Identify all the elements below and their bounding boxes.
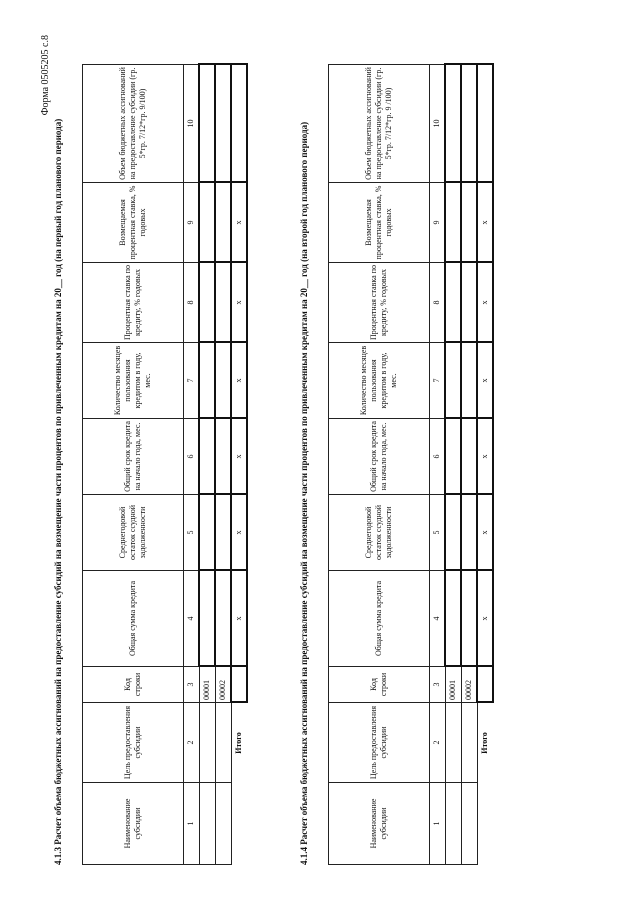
- empty-cell: [477, 667, 493, 703]
- empty-cell: [215, 703, 231, 783]
- column-number-2: 2: [430, 703, 446, 783]
- header-cell-5: Среднегодовой остаток ссудной задолженности: [329, 495, 430, 571]
- empty-cell: [231, 783, 247, 865]
- empty-cell: [215, 571, 231, 667]
- column-number-4: 4: [430, 571, 446, 667]
- table-row: [199, 65, 215, 865]
- row-code: 00002: [461, 667, 477, 703]
- header-cell-1: Наименование субсидии: [329, 783, 430, 865]
- total-mark: x: [231, 183, 247, 263]
- empty-cell: [199, 343, 215, 419]
- table-row: [215, 65, 231, 865]
- column-number-8: 8: [430, 263, 446, 343]
- empty-cell: [215, 419, 231, 495]
- header-cell-8: Процентная ставка по кредиту, % годовых: [329, 263, 430, 343]
- header-cell-4: Общая сумма кредита: [83, 571, 184, 667]
- total-mark: x: [477, 571, 493, 667]
- empty-cell: [477, 783, 493, 865]
- column-number-10: 10: [430, 65, 446, 183]
- column-number-row: [184, 65, 200, 865]
- empty-cell: [215, 183, 231, 263]
- column-number-3: 3: [430, 667, 446, 703]
- header-cell-9: Возмещаемая процентная ставка, % годовых: [329, 183, 430, 263]
- column-number-6: 6: [430, 419, 446, 495]
- empty-cell: [445, 183, 461, 263]
- table-4-1-3: [82, 64, 248, 866]
- landscape-content: [40, 35, 600, 865]
- total-row: [231, 65, 247, 865]
- empty-cell: [199, 419, 215, 495]
- empty-cell: [445, 65, 461, 183]
- column-number-row: [430, 65, 446, 865]
- header-row: [83, 65, 184, 865]
- header-cell-7: Количество месяцев пользования кредитом в году, мес.: [329, 343, 430, 419]
- empty-cell: [215, 495, 231, 571]
- empty-cell: [199, 495, 215, 571]
- empty-cell: [445, 703, 461, 783]
- header-cell-6: Общий срок кредита на начало года, мес.: [83, 419, 184, 495]
- header-cell-1: Наименование субсидии: [83, 783, 184, 865]
- empty-cell: [445, 263, 461, 343]
- total-mark: x: [231, 571, 247, 667]
- header-cell-3: Код строки: [329, 667, 430, 703]
- column-number-7: 7: [430, 343, 446, 419]
- empty-cell: [199, 263, 215, 343]
- empty-cell: [445, 571, 461, 667]
- column-number-2: 2: [184, 703, 200, 783]
- empty-cell: [477, 65, 493, 183]
- header-cell-2: Цель предоставления субсидии: [83, 703, 184, 783]
- header-cell-7: Количество месяцев пользования кредитом в году, мес.: [83, 343, 184, 419]
- header-cell-10: Объем бюджетных ассигнований на предоставление субсидии (гр. 5*гр. 7/12*гр. 9 /100): [329, 65, 430, 183]
- column-number-5: 5: [430, 495, 446, 571]
- header-cell-9: Возмещаемая процентная ставка, % годовых: [83, 183, 184, 263]
- row-code: 00001: [199, 667, 215, 703]
- empty-cell: [461, 571, 477, 667]
- empty-cell: [215, 263, 231, 343]
- total-mark: x: [477, 343, 493, 419]
- total-mark: x: [231, 419, 247, 495]
- total-mark: x: [231, 343, 247, 419]
- total-mark: x: [231, 495, 247, 571]
- empty-cell: [215, 65, 231, 183]
- empty-cell: [215, 343, 231, 419]
- empty-cell: [199, 783, 215, 865]
- form-code: Форма 0505205 с.8: [40, 35, 51, 116]
- empty-cell: [445, 343, 461, 419]
- row-code: 00002: [215, 667, 231, 703]
- table-4-1-4: [328, 64, 494, 866]
- empty-cell: [215, 783, 231, 865]
- section-title-4-1-3: 4.1.3 Расчет объема бюджетных ассигнований на предоставление субсидий на возмещение части процентов по привлеченным кредитам на 20__ год (на первый год планового периода): [53, 118, 63, 865]
- header-row: [329, 65, 430, 865]
- total-mark: x: [477, 263, 493, 343]
- header-cell-8: Процентная ставка по кредиту, % годовых: [83, 263, 184, 343]
- empty-cell: [461, 703, 477, 783]
- header-cell-5: Среднегодовой остаток ссудной задолженности: [83, 495, 184, 571]
- column-number-1: 1: [184, 783, 200, 865]
- column-number-6: 6: [184, 419, 200, 495]
- total-mark: x: [477, 419, 493, 495]
- column-number-7: 7: [184, 343, 200, 419]
- empty-cell: [461, 183, 477, 263]
- empty-cell: [445, 419, 461, 495]
- section-title-4-1-4: 4.1.4 Расчет объема бюджетных ассигнований на предоставление субсидий на возмещение части процентов по привлеченным кредитам на 20__ год (на второй год планового периода): [299, 121, 309, 865]
- header-cell-6: Общий срок кредита на начало года, мес.: [329, 419, 430, 495]
- empty-cell: [199, 703, 215, 783]
- column-number-8: 8: [184, 263, 200, 343]
- column-number-10: 10: [184, 65, 200, 183]
- header-cell-3: Код строки: [83, 667, 184, 703]
- empty-cell: [199, 183, 215, 263]
- empty-cell: [461, 343, 477, 419]
- total-mark: x: [231, 263, 247, 343]
- total-mark: x: [477, 183, 493, 263]
- empty-cell: [461, 495, 477, 571]
- empty-cell: [231, 667, 247, 703]
- total-label: Итого: [231, 703, 247, 783]
- empty-cell: [231, 65, 247, 183]
- column-number-1: 1: [430, 783, 446, 865]
- empty-cell: [461, 65, 477, 183]
- empty-cell: [199, 65, 215, 183]
- column-number-4: 4: [184, 571, 200, 667]
- table-row: [445, 65, 461, 865]
- empty-cell: [461, 783, 477, 865]
- header-cell-4: Общая сумма кредита: [329, 571, 430, 667]
- empty-cell: [445, 783, 461, 865]
- column-number-5: 5: [184, 495, 200, 571]
- header-cell-2: Цель предоставления субсидии: [329, 703, 430, 783]
- column-number-3: 3: [184, 667, 200, 703]
- row-code: 00001: [445, 667, 461, 703]
- empty-cell: [461, 419, 477, 495]
- empty-cell: [461, 263, 477, 343]
- column-number-9: 9: [430, 183, 446, 263]
- table-row: [461, 65, 477, 865]
- header-cell-10: Объем бюджетных ассигнований на предоставление субсидии (гр. 5*гр. 7/12*гр. 9/100): [83, 65, 184, 183]
- total-row: [477, 65, 493, 865]
- total-mark: x: [477, 495, 493, 571]
- total-label: Итого: [477, 703, 493, 783]
- empty-cell: [199, 571, 215, 667]
- empty-cell: [445, 495, 461, 571]
- column-number-9: 9: [184, 183, 200, 263]
